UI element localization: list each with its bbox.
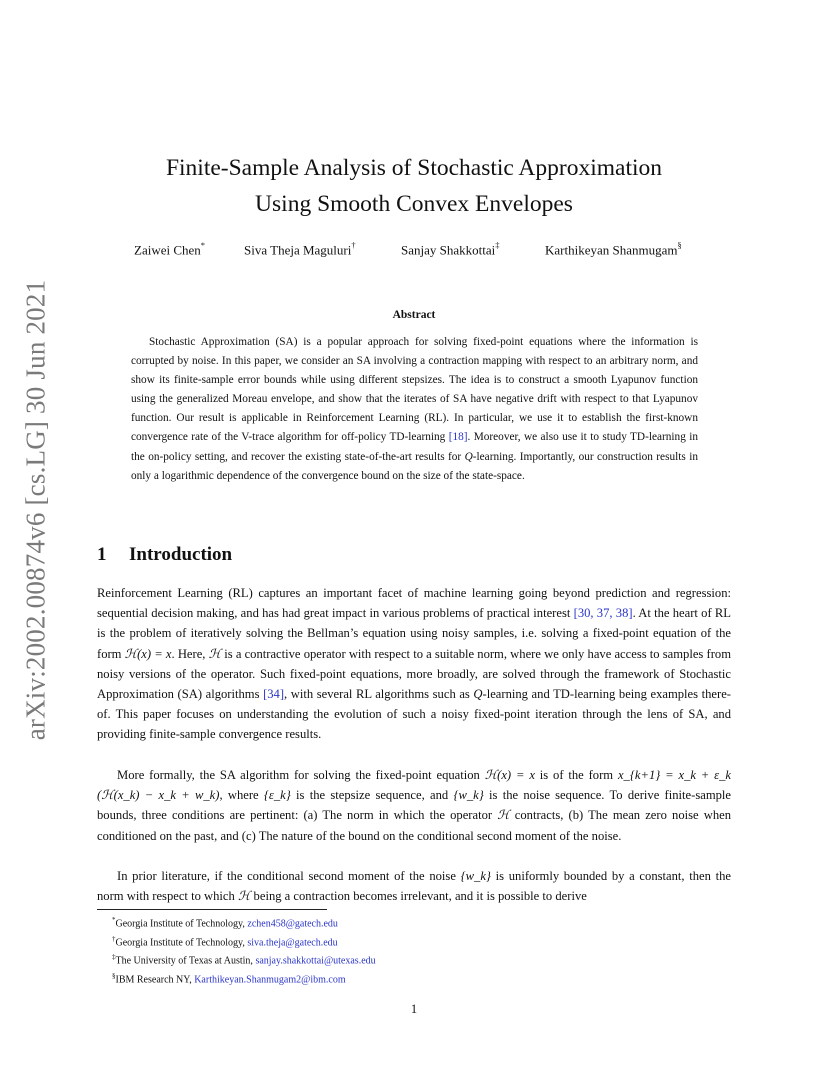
- abstract-part: . Moreover, we also use it to study TD-learning in the on-policy setting, and recover the existing state-of-the-art results for: [131, 431, 698, 463]
- abstract-part: Stochastic Approximation (SA) is a popular approach for solving fixed-point equations where the information is corrupted by noise. In this paper, we consider an SA involving a contraction mapping with respect to an arbitrary norm, and show its finite-sample error bounds while using different stepsizes. The idea is to construct a smooth Lyapunov function using the generalized Moreau envelope, and show that the iterates of SA have negative drift with respect to that Lyapunov function. Our result is applicable in Reinforcement Learning (RL). In particular, we use it to establish the first-known convergence rate of the V-trace algorithm for off-policy TD-learning: [131, 336, 698, 444]
- footnote-1: [112, 913, 376, 932]
- text-run: is the noise sequence. To derive finite-sample bounds, three conditions are pertinent: (a) The norm in which the operator: [97, 788, 731, 823]
- math-inline: ℋ(x) = x: [124, 646, 172, 661]
- text-run: being a contraction becomes irrelevant, and it is possible to derive: [250, 889, 587, 904]
- footnote-mark: *: [112, 916, 116, 924]
- citation-link[interactable]: [34]: [263, 687, 285, 702]
- math-q: Q: [464, 450, 473, 463]
- author-3: [401, 241, 500, 258]
- citation-link[interactable]: [18]: [448, 431, 468, 444]
- author-name: Karthikeyan Shanmugam: [545, 242, 678, 258]
- citation-link[interactable]: [30, 37, 38]: [573, 606, 633, 621]
- math-inline: {w_k}: [460, 869, 491, 883]
- section-title: Introduction: [129, 544, 233, 565]
- math-inline: x_{k+1} = x_k + ε_k (ℋ(x_k) − x_k + w_k): [97, 768, 732, 803]
- footnote-mark: ‡: [112, 953, 116, 962]
- title-line-2: Using Smooth Convex Envelopes: [255, 191, 573, 217]
- author-4: [545, 241, 682, 258]
- math-inline: ℋ: [497, 808, 510, 823]
- text-run: In prior literature, if the conditional second moment of the noise: [117, 869, 461, 883]
- abstract-heading: Abstract: [392, 309, 436, 321]
- text-run: contracts, (b) The mean zero noise when conditioned on the past, and (c) The nature of the bound on the conditional second moment of the noise.: [97, 808, 732, 843]
- abstract-part: -learning. Importantly, our construction results in only a logarithmic dependence of the convergence bound on the size of the state-space.: [131, 450, 698, 482]
- author-1: [134, 241, 205, 258]
- arxiv-stamp: arXiv:2002.00874v6 [cs.LG] 30 Jun 2021: [20, 279, 51, 741]
- math-inline: ℋ(x) = x: [484, 768, 535, 782]
- paper-title: [0, 150, 828, 222]
- email-link[interactable]: siva.theja@gatech.edu: [247, 937, 338, 949]
- text-run: , where: [219, 788, 264, 803]
- abstract-text: [131, 333, 698, 486]
- footnote-text: The University of Texas at Austin,: [115, 955, 256, 967]
- footnote-mark: §: [112, 972, 116, 981]
- math-q: Q: [473, 687, 483, 702]
- paragraph-2: [97, 765, 731, 846]
- email-link[interactable]: Karthikeyan.Shanmugam2@ibm.com: [194, 974, 346, 986]
- author-mark: *: [200, 240, 206, 250]
- email-link[interactable]: sanjay.shakkottai@utexas.edu: [255, 955, 376, 967]
- text-run: , with several RL algorithms such as: [284, 687, 474, 702]
- math-inline: ℋ: [237, 889, 251, 904]
- page-number: 1: [410, 1002, 418, 1016]
- author-mark: ‡: [495, 240, 500, 250]
- text-run: . At the heart of RL is the problem of iteratively solving the Bellman’s equation using noisy samples, i.e. solving a fixed-point equation of the form: [97, 606, 732, 661]
- math-inline: ℋ: [208, 646, 222, 661]
- footnote-text: Georgia Institute of Technology,: [115, 918, 248, 930]
- author-mark: §: [677, 240, 682, 250]
- author-2: [244, 241, 356, 258]
- footnote-text: Georgia Institute of Technology,: [115, 937, 248, 949]
- text-run: More formally, the SA algorithm for solving the fixed-point equation: [117, 768, 485, 782]
- footnote-2: [112, 932, 376, 951]
- title-line-1: Finite-Sample Analysis of Stochastic Approximation: [165, 155, 663, 181]
- footnote-4: [112, 969, 376, 988]
- footnotes: [112, 913, 376, 988]
- paragraph-1: [97, 583, 731, 745]
- text-run: Reinforcement Learning (RL) captures an important facet of machine learning going beyond prediction and regression: sequential decision making, and has had great impact in various problems of practical interest: [97, 586, 731, 621]
- footnote-rule: [97, 909, 327, 910]
- text-run: is uniformly bounded by a constant, then the norm with respect to which: [97, 869, 731, 904]
- text-run: -learning and TD-learning being examples there-of. This paper focuses on understanding the evolution of such a noisy fixed-point iteration through the lens of SA, and providing finite-sample convergence results.: [97, 687, 731, 742]
- text-run: is a contractive operator with respect to a suitable norm, where we only have access to samples from noisy versions of the operator. Such fixed-point equations, more broadly, are solved through the framework of Stochastic Approximation (SA) algorithms: [97, 646, 731, 702]
- paragraph-3: [97, 866, 731, 906]
- math-inline: {ε_k}: [263, 788, 291, 803]
- footnote-mark: †: [112, 934, 116, 943]
- author-name: Siva Theja Maguluri: [244, 242, 352, 258]
- math-inline: {w_k}: [453, 788, 484, 803]
- text-run: is the stepsize sequence, and: [290, 788, 454, 803]
- text-run: . Here,: [171, 646, 209, 661]
- section-number: 1: [97, 544, 107, 565]
- text-run: is of the form: [534, 768, 618, 782]
- author-mark: †: [351, 240, 356, 250]
- footnote-3: [112, 950, 376, 969]
- footnote-text: IBM Research NY,: [115, 974, 195, 986]
- email-link[interactable]: zchen458@gatech.edu: [247, 918, 338, 930]
- author-name: Sanjay Shakkottai: [401, 242, 496, 258]
- author-name: Zaiwei Chen: [134, 242, 201, 258]
- section-heading: [97, 544, 232, 566]
